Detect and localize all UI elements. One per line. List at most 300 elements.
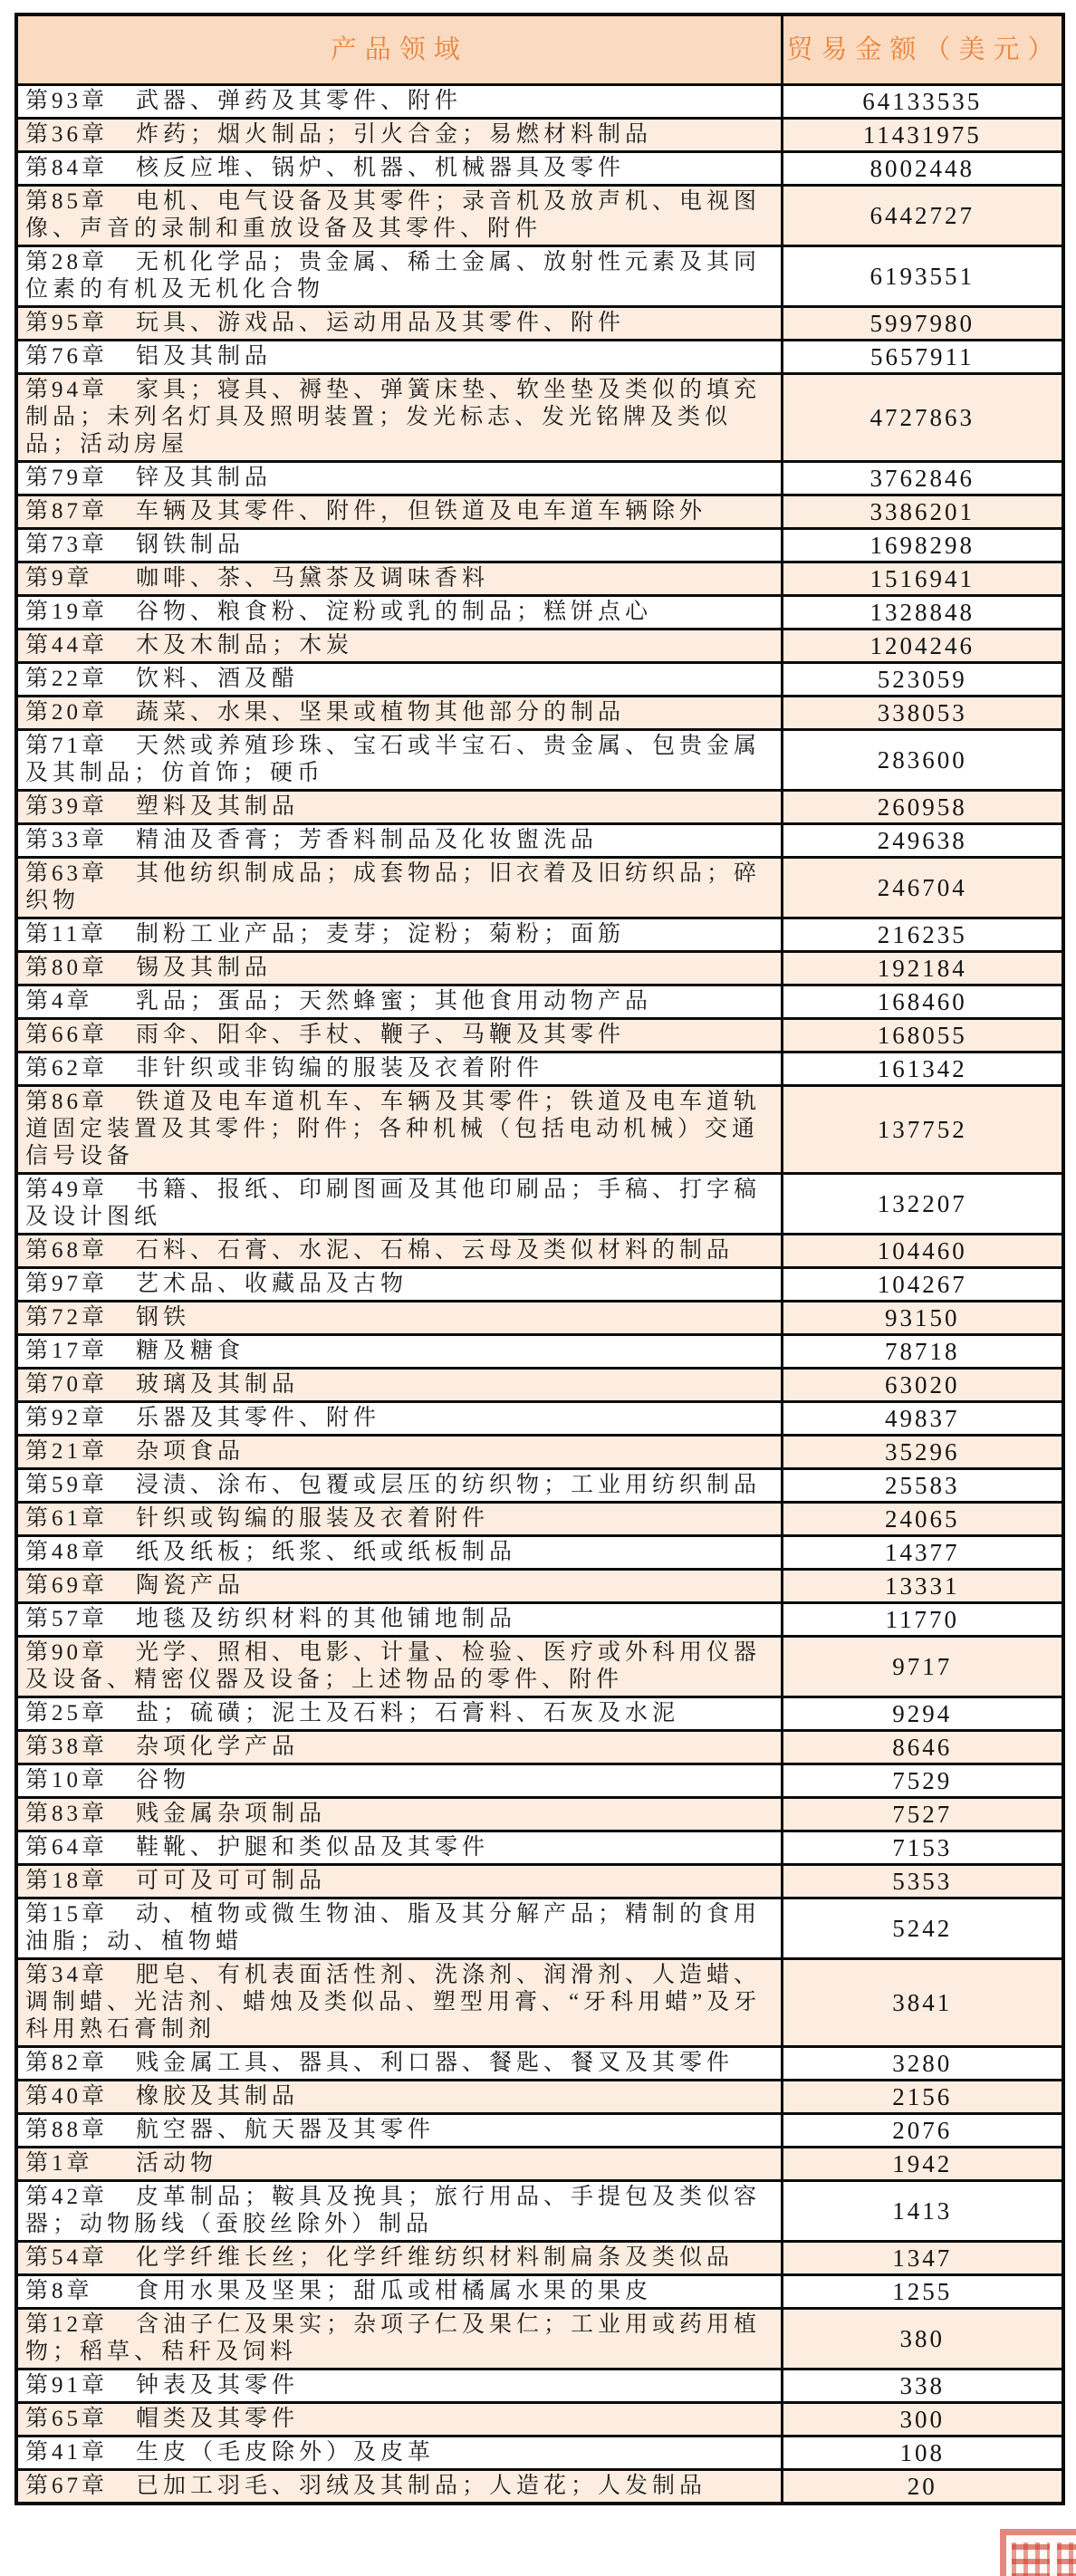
product-cell (16, 495, 782, 529)
product-cell (16, 1335, 782, 1369)
amount-cell: 300 (782, 2403, 1063, 2437)
table-row (16, 2403, 1063, 2437)
product-label: 钢铁制品 (136, 533, 245, 557)
seal-glyph-left (1012, 2542, 1050, 2576)
amount-cell: 6442727 (782, 186, 1063, 246)
product-label: 糖及糖食 (136, 1339, 245, 1363)
chapter-label: 第76章 (25, 344, 109, 369)
chapter-label: 第36章 (25, 122, 109, 147)
amount-cell: 168460 (782, 985, 1063, 1019)
product-label: 活动物 (136, 2151, 218, 2176)
product-label: 航空器、航天器及其零件 (136, 2118, 436, 2142)
product-label: 贱金属杂项制品 (136, 1802, 327, 1826)
table-row (16, 2242, 1063, 2275)
table-row (16, 2081, 1063, 2114)
amount-cell: 4727863 (782, 374, 1063, 462)
amount-cell: 7529 (782, 1764, 1063, 1798)
chapter-label: 第33章 (25, 828, 109, 852)
table-row (16, 918, 1063, 952)
amount-cell: 168055 (782, 1019, 1063, 1053)
product-cell (16, 1898, 782, 1959)
chapter-label: 第90章 (25, 1640, 109, 1665)
product-cell (16, 529, 782, 562)
product-cell (16, 2369, 782, 2403)
product-cell (16, 246, 782, 307)
amount-cell: 64133535 (782, 85, 1063, 119)
chapter-label: 第70章 (25, 1372, 109, 1397)
chapter-label: 第84章 (25, 156, 109, 180)
table-row (16, 1764, 1063, 1798)
product-cell (16, 952, 782, 985)
amount-cell: 283600 (782, 730, 1063, 791)
product-label: 谷物 (136, 1768, 191, 1793)
chapter-label: 第97章 (25, 1272, 109, 1296)
product-cell (16, 1302, 782, 1335)
product-cell (16, 2242, 782, 2275)
chapter-label: 第67章 (25, 2474, 109, 2498)
product-label: 杂项食品 (136, 1439, 245, 1464)
product-cell (16, 462, 782, 495)
chapter-label: 第87章 (25, 499, 109, 524)
chapter-label: 第22章 (25, 667, 109, 691)
table-row (16, 596, 1063, 630)
product-label: 贱金属工具、器具、利口器、餐匙、餐叉及其零件 (136, 2051, 735, 2075)
product-cell (16, 1402, 782, 1436)
table-row (16, 246, 1063, 307)
chapter-label: 第8章 (25, 2279, 93, 2303)
product-label: 天然或养殖珍珠、宝石或半宝石、贵金属、包贵金属及其制品；仿首饰；硬币 (25, 734, 762, 785)
product-label: 鞋靴、护腿和类似品及其零件 (136, 1835, 490, 1860)
product-label: 家具；寝具、褥垫、弹簧床垫、软坐垫及类似的填充制品；未列名灯具及照明装置；发光标志、发光铭牌及类似品；活动房屋 (25, 378, 762, 457)
product-label: 地毯及纺织材料的其他铺地制品 (136, 1607, 517, 1631)
table-row (16, 341, 1063, 374)
product-label: 蔬菜、水果、坚果或植物其他部分的制品 (136, 700, 626, 725)
product-cell (16, 630, 782, 663)
amount-cell: 13331 (782, 1570, 1063, 1603)
amount-cell: 161342 (782, 1053, 1063, 1086)
product-cell (16, 2114, 782, 2148)
amount-cell: 14377 (782, 1536, 1063, 1570)
product-cell (16, 1469, 782, 1503)
table-row (16, 2470, 1063, 2504)
chapter-label: 第64章 (25, 1835, 109, 1860)
product-cell (16, 85, 782, 119)
product-cell (16, 2309, 782, 2369)
product-label: 食用水果及坚果；甜瓜或柑橘属水果的果皮 (136, 2279, 653, 2303)
product-cell (16, 2047, 782, 2081)
chapter-label: 第54章 (25, 2245, 109, 2270)
table-row (16, 1959, 1063, 2047)
table-row (16, 1798, 1063, 1831)
product-cell (16, 2470, 782, 2504)
table-row (16, 1174, 1063, 1235)
amount-cell: 338053 (782, 697, 1063, 730)
product-cell (16, 1503, 782, 1536)
table-row (16, 152, 1063, 186)
table-row (16, 1898, 1063, 1959)
chapter-label: 第40章 (25, 2084, 109, 2109)
table-row (16, 1053, 1063, 1086)
product-label: 盐；硫磺；泥土及石料；石膏料、石灰及水泥 (136, 1701, 680, 1725)
product-label: 钟表及其零件 (136, 2373, 300, 2398)
amount-cell: 2076 (782, 2114, 1063, 2148)
product-cell (16, 1053, 782, 1086)
amount-cell: 20 (782, 2470, 1063, 2504)
product-cell (16, 824, 782, 858)
chapter-label: 第34章 (25, 1963, 109, 1987)
chapter-label: 第88章 (25, 2118, 109, 2142)
chapter-label: 第94章 (25, 378, 109, 402)
table-row (16, 1831, 1063, 1865)
product-label: 玻璃及其制品 (136, 1372, 300, 1397)
product-label: 其他纺织制成品；成套物品；旧衣着及旧纺织品；碎织物 (25, 861, 762, 913)
product-label: 钢铁 (136, 1305, 191, 1330)
product-label: 帽类及其零件 (136, 2407, 300, 2431)
product-cell (16, 1174, 782, 1235)
chapter-label: 第11章 (25, 922, 108, 947)
product-cell (16, 1697, 782, 1731)
amount-cell: 108 (782, 2437, 1063, 2470)
amount-cell: 249638 (782, 824, 1063, 858)
table-row (16, 697, 1063, 730)
table-row (16, 1637, 1063, 1697)
product-label: 非针织或非钩编的服装及衣着附件 (136, 1056, 544, 1081)
amount-cell: 1413 (782, 2181, 1063, 2242)
table-header (16, 14, 1063, 85)
table-row (16, 119, 1063, 152)
amount-cell: 9294 (782, 1697, 1063, 1731)
table-body (16, 85, 1063, 2504)
amount-column-header: 贸易金额（美元） (782, 14, 1063, 85)
table-row (16, 1731, 1063, 1764)
chapter-label: 第1章 (25, 2151, 93, 2176)
chapter-label: 第71章 (25, 734, 109, 758)
table-row (16, 2275, 1063, 2309)
chapter-label: 第25章 (25, 1701, 109, 1725)
table-row (16, 1268, 1063, 1302)
table-row (16, 1019, 1063, 1053)
product-label: 雨伞、阳伞、手杖、鞭子、马鞭及其零件 (136, 1023, 626, 1047)
product-cell (16, 1369, 782, 1402)
chapter-label: 第41章 (25, 2440, 109, 2465)
table-row (16, 1697, 1063, 1731)
chapter-label: 第92章 (25, 1406, 109, 1430)
red-seal-watermark (1000, 2529, 1076, 2576)
amount-cell: 93150 (782, 1302, 1063, 1335)
amount-cell: 1347 (782, 2242, 1063, 2275)
product-cell (16, 1637, 782, 1697)
chapter-label: 第57章 (25, 1607, 109, 1631)
table-row (16, 952, 1063, 985)
product-label: 艺术品、收藏品及古物 (136, 1272, 408, 1296)
amount-cell: 216235 (782, 918, 1063, 952)
chapter-label: 第18章 (25, 1869, 109, 1893)
product-cell (16, 1086, 782, 1174)
chapter-label: 第28章 (25, 250, 109, 274)
product-cell (16, 1436, 782, 1469)
product-label: 饮料、酒及醋 (136, 667, 300, 691)
amount-cell: 523059 (782, 663, 1063, 697)
product-cell (16, 596, 782, 630)
product-cell (16, 1959, 782, 2047)
chapter-label: 第95章 (25, 311, 109, 335)
chapter-label: 第82章 (25, 2051, 109, 2075)
product-label: 光学、照相、电影、计量、检验、医疗或外科用仪器及设备、精密仪器及设备；上述物品的零件、附件 (25, 1640, 762, 1692)
product-label: 动、植物或微生物油、脂及其分解产品；精制的食用油脂；动、植物蜡 (25, 1902, 762, 1954)
table-row (16, 462, 1063, 495)
product-cell (16, 186, 782, 246)
product-cell (16, 1570, 782, 1603)
amount-cell: 7153 (782, 1831, 1063, 1865)
chapter-label: 第61章 (25, 1506, 109, 1531)
amount-cell: 3762846 (782, 462, 1063, 495)
chapter-label: 第17章 (25, 1339, 109, 1363)
chapter-label: 第72章 (25, 1305, 109, 1330)
chapter-label: 第44章 (25, 633, 109, 658)
product-label: 纸及纸板；纸浆、纸或纸板制品 (136, 1540, 517, 1564)
product-label: 核反应堆、锅炉、机器、机械器具及零件 (136, 156, 626, 180)
chapter-label: 第63章 (25, 861, 109, 886)
amount-cell: 104460 (782, 1235, 1063, 1268)
chapter-label: 第91章 (25, 2373, 109, 2398)
product-label: 石料、石膏、水泥、石棉、云母及类似材料的制品 (136, 1238, 735, 1263)
product-label: 生皮（毛皮除外）及皮革 (136, 2440, 436, 2465)
chapter-label: 第69章 (25, 1573, 109, 1598)
product-cell (16, 2437, 782, 2470)
chapter-label: 第12章 (25, 2312, 109, 2337)
table-row (16, 85, 1063, 119)
chapter-label: 第73章 (25, 533, 109, 557)
product-cell (16, 1731, 782, 1764)
chapter-label: 第49章 (25, 1177, 109, 1202)
chapter-label: 第59章 (25, 1473, 109, 1497)
product-label: 武器、弹药及其零件、附件 (136, 89, 463, 113)
amount-cell: 132207 (782, 1174, 1063, 1235)
product-label: 书籍、报纸、印刷图画及其他印刷品；手稿、打字稿及设计图纸 (25, 1177, 762, 1229)
amount-cell: 246704 (782, 858, 1063, 918)
product-label: 化学纤维长丝；化学纤维纺织材料制扁条及类似品 (136, 2245, 735, 2270)
product-cell (16, 918, 782, 952)
chapter-label: 第21章 (25, 1439, 109, 1464)
chapter-label: 第93章 (25, 89, 109, 113)
amount-cell: 35296 (782, 1436, 1063, 1469)
amount-cell: 1942 (782, 2148, 1063, 2181)
chapter-label: 第80章 (25, 956, 109, 980)
table-row (16, 1402, 1063, 1436)
product-cell (16, 1831, 782, 1865)
product-cell (16, 858, 782, 918)
amount-cell: 24065 (782, 1503, 1063, 1536)
amount-cell: 137752 (782, 1086, 1063, 1174)
product-cell (16, 1798, 782, 1831)
product-cell (16, 1268, 782, 1302)
product-label: 炸药；烟火制品；引火合金；易燃材料制品 (136, 122, 653, 147)
product-label: 谷物、粮食粉、淀粉或乳的制品；糕饼点心 (136, 600, 653, 624)
product-label: 陶瓷产品 (136, 1573, 245, 1598)
product-label: 肥皂、有机表面活性剂、洗涤剂、润滑剂、人造蜡、调制蜡、光洁剂、蜡烛及类似品、塑型用膏、“牙科用蜡”及牙科用熟石膏制剂 (25, 1963, 762, 2042)
product-cell (16, 985, 782, 1019)
table-row (16, 1369, 1063, 1402)
table-row (16, 663, 1063, 697)
product-label: 铝及其制品 (136, 344, 273, 369)
product-cell (16, 1865, 782, 1898)
product-cell (16, 341, 782, 374)
table-row (16, 2369, 1063, 2403)
amount-cell: 5657911 (782, 341, 1063, 374)
product-label: 制粉工业产品；麦芽；淀粉；菊粉；面筋 (136, 922, 626, 947)
amount-cell: 63020 (782, 1369, 1063, 1402)
table-row (16, 1503, 1063, 1536)
chapter-label: 第86章 (25, 1090, 109, 1114)
product-label: 皮革制品；鞍具及挽具；旅行用品、手提包及类似容器；动物肠线（蚕胶丝除外）制品 (25, 2185, 762, 2236)
product-label: 浸渍、涂布、包覆或层压的纺织物；工业用纺织制品 (136, 1473, 762, 1497)
product-label: 电机、电气设备及其零件；录音机及放声机、电视图像、声音的录制和重放设备及其零件、附件 (25, 189, 762, 241)
chapter-label: 第20章 (25, 700, 109, 725)
table-row (16, 495, 1063, 529)
product-label: 乐器及其零件、附件 (136, 1406, 381, 1430)
seal-glyph-right (1057, 2542, 1076, 2576)
table-row (16, 2437, 1063, 2470)
product-cell (16, 119, 782, 152)
table-row (16, 1469, 1063, 1503)
chapter-label: 第62章 (25, 1056, 109, 1081)
amount-cell: 6193551 (782, 246, 1063, 307)
amount-cell: 3841 (782, 1959, 1063, 2047)
product-cell (16, 1764, 782, 1798)
amount-cell: 1698298 (782, 529, 1063, 562)
table-row (16, 1536, 1063, 1570)
chapter-label: 第38章 (25, 1735, 109, 1759)
table-row (16, 1436, 1063, 1469)
amount-cell: 3280 (782, 2047, 1063, 2081)
amount-cell: 11431975 (782, 119, 1063, 152)
product-cell (16, 2148, 782, 2181)
amount-cell: 5353 (782, 1865, 1063, 1898)
product-label: 铁道及电车道机车、车辆及其零件；铁道及电车道轨道固定装置及其零件；附件；各种机械（包括电动机械）交通信号设备 (25, 1090, 762, 1168)
product-cell (16, 2275, 782, 2309)
table-row (16, 307, 1063, 341)
chapter-label: 第65章 (25, 2407, 109, 2431)
amount-cell: 2156 (782, 2081, 1063, 2114)
product-cell (16, 374, 782, 462)
table-row (16, 2148, 1063, 2181)
amount-cell: 78718 (782, 1335, 1063, 1369)
amount-cell: 11770 (782, 1603, 1063, 1637)
table-row (16, 630, 1063, 663)
table-row (16, 562, 1063, 596)
product-cell (16, 791, 782, 824)
table-row (16, 1235, 1063, 1268)
product-label: 木及木制品；木炭 (136, 633, 354, 658)
amount-cell: 104267 (782, 1268, 1063, 1302)
product-label: 杂项化学产品 (136, 1735, 300, 1759)
amount-cell: 338 (782, 2369, 1063, 2403)
amount-cell: 8646 (782, 1731, 1063, 1764)
chapter-label: 第42章 (25, 2185, 109, 2209)
amount-cell: 49837 (782, 1402, 1063, 1436)
table-row (16, 1570, 1063, 1603)
amount-cell: 5997980 (782, 307, 1063, 341)
product-label: 锌及其制品 (136, 466, 273, 490)
product-cell (16, 697, 782, 730)
product-cell (16, 663, 782, 697)
table-row (16, 730, 1063, 791)
amount-cell: 3386201 (782, 495, 1063, 529)
product-column-header: 产品领域 (16, 14, 782, 85)
table-row (16, 2181, 1063, 2242)
header-row (16, 14, 1063, 85)
table-row (16, 1603, 1063, 1637)
chapter-label: 第4章 (25, 989, 93, 1014)
product-label: 玩具、游戏品、运动用品及其零件、附件 (136, 311, 626, 335)
table-row (16, 2114, 1063, 2148)
table-row (16, 985, 1063, 1019)
amount-cell: 1255 (782, 2275, 1063, 2309)
chapter-label: 第48章 (25, 1540, 109, 1564)
amount-cell: 1204246 (782, 630, 1063, 663)
chapter-label: 第79章 (25, 466, 109, 490)
amount-cell: 192184 (782, 952, 1063, 985)
amount-cell: 5242 (782, 1898, 1063, 1959)
product-label: 锡及其制品 (136, 956, 273, 980)
table-row (16, 824, 1063, 858)
amount-cell: 380 (782, 2309, 1063, 2369)
amount-cell: 25583 (782, 1469, 1063, 1503)
chapter-label: 第15章 (25, 1902, 109, 1927)
product-label: 可可及可可制品 (136, 1869, 327, 1893)
product-cell (16, 562, 782, 596)
chapter-label: 第83章 (25, 1802, 109, 1826)
product-label: 无机化学品；贵金属、稀土金属、放射性元素及其同位素的有机及无机化合物 (25, 250, 762, 302)
table-row (16, 2309, 1063, 2369)
product-label: 塑料及其制品 (136, 794, 300, 819)
table-row (16, 791, 1063, 824)
amount-cell: 8002448 (782, 152, 1063, 186)
product-label: 精油及香膏；芳香料制品及化妆盥洗品 (136, 828, 599, 852)
chapter-label: 第10章 (25, 1768, 109, 1793)
table-row (16, 2047, 1063, 2081)
product-cell (16, 1603, 782, 1637)
chapter-label: 第85章 (25, 189, 109, 214)
product-cell (16, 2081, 782, 2114)
product-cell (16, 1235, 782, 1268)
product-cell (16, 2403, 782, 2437)
amount-cell: 7527 (782, 1798, 1063, 1831)
amount-cell: 1516941 (782, 562, 1063, 596)
product-label: 已加工羽毛、羽绒及其制品；人造花；人发制品 (136, 2474, 707, 2498)
table-row (16, 1302, 1063, 1335)
product-label: 针织或钩编的服装及衣着附件 (136, 1506, 490, 1531)
table-row (16, 1865, 1063, 1898)
product-cell (16, 307, 782, 341)
product-cell (16, 152, 782, 186)
product-label: 咖啡、茶、马黛茶及调味香料 (136, 566, 490, 591)
table-row (16, 529, 1063, 562)
chapter-label: 第9章 (25, 566, 93, 591)
chapter-label: 第68章 (25, 1238, 109, 1263)
product-cell (16, 2181, 782, 2242)
product-cell (16, 1019, 782, 1053)
chapter-label: 第66章 (25, 1023, 109, 1047)
product-cell (16, 1536, 782, 1570)
table-row (16, 374, 1063, 462)
amount-cell: 260958 (782, 791, 1063, 824)
chapter-label: 第39章 (25, 794, 109, 819)
table-row (16, 1086, 1063, 1174)
product-label: 乳品；蛋品；天然蜂蜜；其他食用动物产品 (136, 989, 653, 1014)
table-row (16, 1335, 1063, 1369)
product-label: 含油子仁及果实；杂项子仁及果仁；工业用或药用植物；稻草、秸秆及饲料 (25, 2312, 762, 2364)
